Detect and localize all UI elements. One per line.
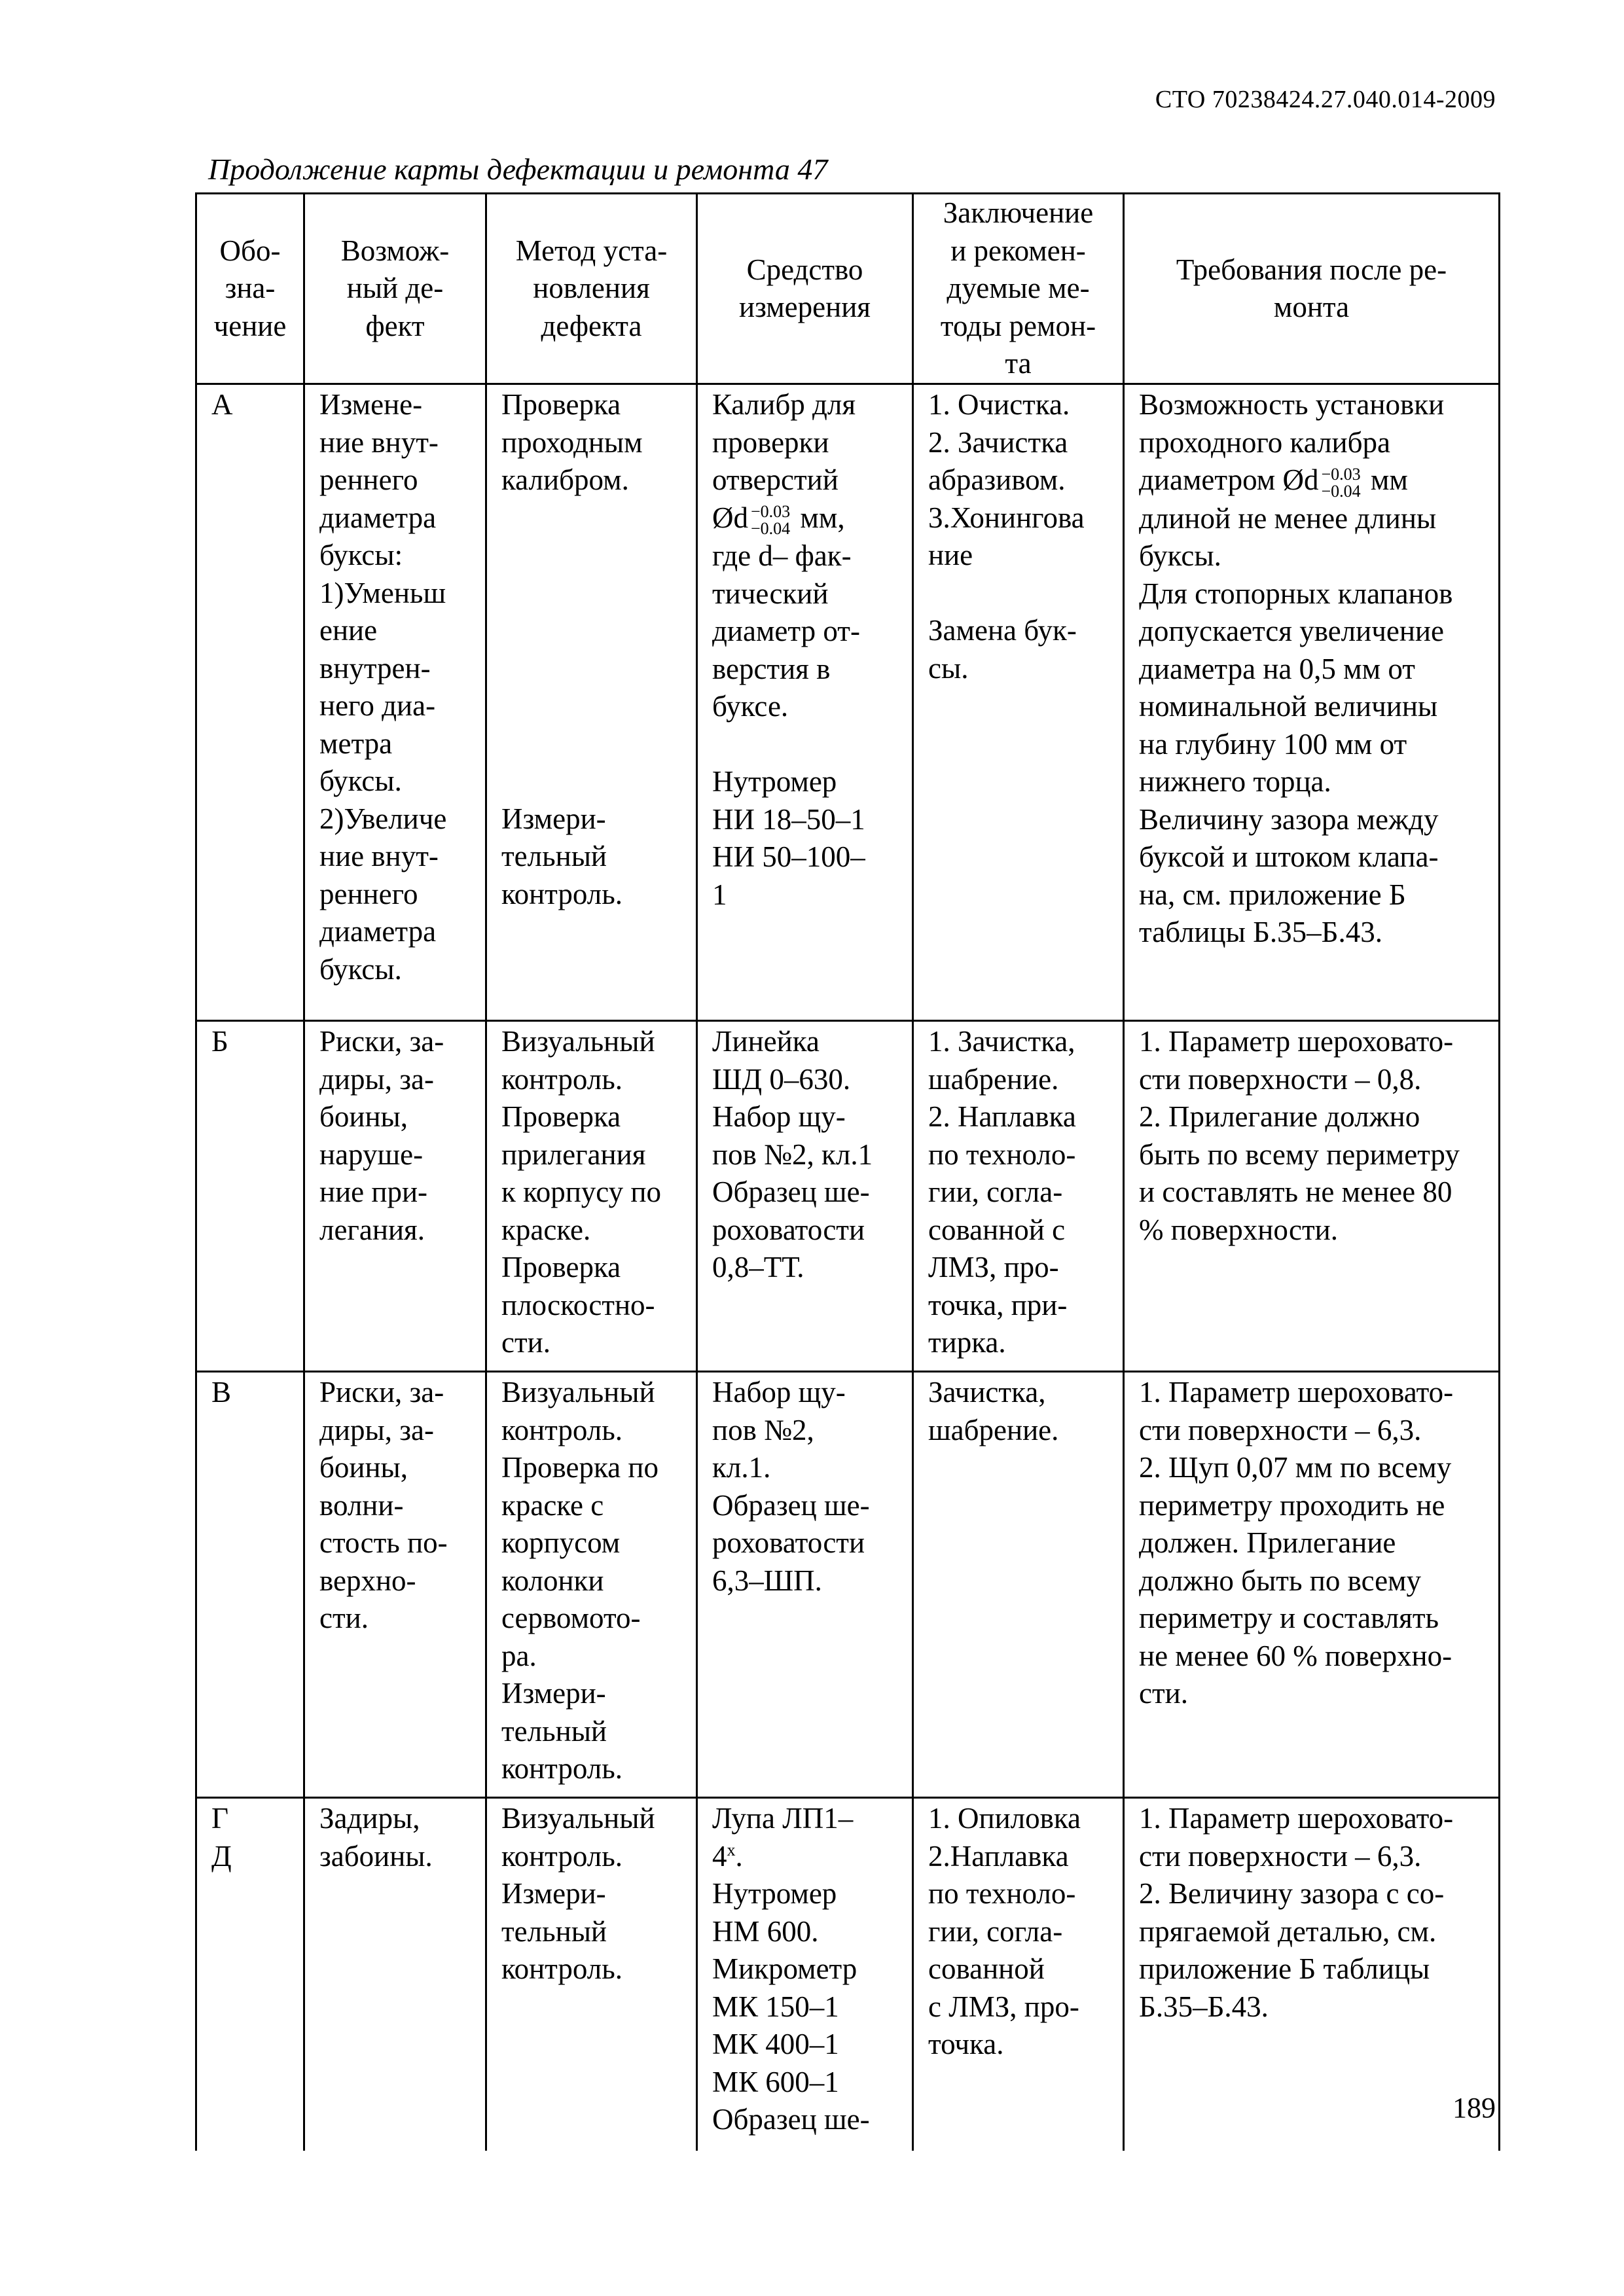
tolerance-fraction: −0.03 −0.04 <box>751 502 791 539</box>
text-line: боины, <box>319 1451 408 1484</box>
text-line: сти. <box>501 1326 550 1359</box>
text-line: должно быть по всему <box>1139 1564 1422 1597</box>
text-line: Риски, за- <box>319 1025 444 1058</box>
text-line: сервомото- <box>501 1602 641 1634</box>
text-line: В <box>211 1376 232 1408</box>
text-line: дефекта <box>541 309 642 342</box>
requirements-text-b <box>1139 500 1487 952</box>
text-line: волни- <box>319 1488 404 1522</box>
text-line: тоды ремон- <box>940 309 1096 342</box>
text-line: Калибр для <box>712 388 856 421</box>
text-line: 1. Параметр шероховато- <box>1139 1025 1454 1058</box>
header-method <box>486 194 697 384</box>
text-line: ние внут- <box>319 840 439 872</box>
text-line: контроль. <box>501 1839 623 1873</box>
text-line: 6,3–ШП. <box>712 1564 822 1597</box>
text-line: допускается увеличение <box>1139 615 1444 648</box>
text-line: длиной не менее длины <box>1139 501 1437 535</box>
text-line: Проверка по <box>501 1451 659 1484</box>
cell-method <box>486 384 697 1021</box>
cell-defect <box>304 1798 486 2151</box>
text-line: новления <box>533 272 650 305</box>
text-line: ние <box>928 539 973 571</box>
text-line: фект <box>365 309 425 342</box>
method-text-b <box>501 800 684 914</box>
method-text-a <box>501 386 684 499</box>
conclusion-text-b <box>928 612 1111 687</box>
means-text-a <box>712 386 900 499</box>
text-line: 0,8–ТТ. <box>712 1251 804 1283</box>
text-line: прягаемой деталью, см. <box>1139 1914 1437 1948</box>
header-requirements <box>1124 194 1500 384</box>
text-line: Для стопорных клапанов <box>1139 577 1453 610</box>
text-line: буксы. <box>319 952 402 986</box>
text-line: Г <box>211 1802 229 1835</box>
text-line: монта <box>1273 291 1350 323</box>
text-line: не менее 60 % поверхно- <box>1139 1639 1453 1672</box>
text-line: Риски, за- <box>319 1376 444 1408</box>
text-line: Визуальный <box>501 1025 655 1058</box>
requirements-text-a <box>1139 386 1487 461</box>
text-line: контроль. <box>501 1062 623 1096</box>
text-line: буксы. <box>319 764 402 797</box>
text-line: боины, <box>319 1100 408 1133</box>
text-line: Линейка <box>712 1025 820 1058</box>
page-number: 189 <box>1453 2092 1496 2124</box>
tolerance-fraction: −0.03 −0.04 <box>1321 464 1361 501</box>
text-line: отверстий <box>712 463 839 496</box>
text-line: диаметр от- <box>712 615 860 648</box>
text-line: 2. Прилегание должно <box>1139 1100 1420 1133</box>
text-line: 1. Параметр шероховато- <box>1139 1376 1454 1408</box>
text-line: сти поверхности – 6,3. <box>1139 1413 1422 1446</box>
text-line: тельный <box>501 1914 607 1948</box>
text-line: ный де- <box>346 272 444 305</box>
text-line: Возмож- <box>340 234 450 267</box>
text-line: 3.Хонингова <box>928 501 1085 534</box>
text-line: контроль. <box>501 1413 623 1446</box>
text-line: дуемые ме- <box>947 272 1090 305</box>
cell-designation <box>196 1372 304 1798</box>
text-line: пов №2, <box>712 1413 814 1446</box>
cell-means <box>697 384 913 1021</box>
text-line: ЛМЗ, про- <box>928 1251 1059 1283</box>
conclusion-text-a <box>928 386 1111 575</box>
text-line: буксы. <box>1139 539 1221 573</box>
text-line: Зачистка, <box>928 1376 1046 1408</box>
cell-designation <box>196 1021 304 1372</box>
text-line: чение <box>213 309 287 342</box>
cell-defect <box>304 1372 486 1798</box>
text-line: метра <box>319 726 393 760</box>
text-line: сованной с <box>928 1213 1066 1246</box>
text-line: А <box>211 388 233 421</box>
text-line: Визуальный <box>501 1376 655 1408</box>
requirements-formula: диаметром Ød −0.03 −0.04 мм <box>1139 463 1408 501</box>
defect-repair-table <box>195 192 1500 2151</box>
text-line: Проверка <box>501 1100 621 1133</box>
text-line: зна- <box>225 272 276 305</box>
text-line: Д <box>211 1839 232 1873</box>
text-line: забоины. <box>319 1839 433 1873</box>
text-line: него диа- <box>319 689 436 722</box>
text-line: ение <box>319 614 378 647</box>
text-line: сти поверхности – 0,8. <box>1139 1062 1422 1096</box>
cell-conclusion <box>913 1372 1124 1798</box>
text-line: реннего <box>319 463 418 496</box>
text-line: Визуальный <box>501 1802 655 1835</box>
text-line: Образец ше- <box>712 1488 870 1522</box>
text-line: измерения <box>738 291 871 323</box>
text-line: Величину зазора между <box>1139 802 1439 836</box>
text-line: тирка. <box>928 1326 1006 1359</box>
text-line: легания. <box>319 1213 425 1246</box>
text-line: реннего <box>319 877 418 910</box>
cell-defect <box>304 384 486 1021</box>
text-line: с ЛМЗ, про- <box>928 1990 1079 2023</box>
text-line: диаметра на 0,5 мм от <box>1139 652 1415 685</box>
text-line: буксой и штоком клапа- <box>1139 840 1439 874</box>
text-line: Возможность установки <box>1139 388 1445 421</box>
text-line: абразивом. <box>928 463 1066 496</box>
table-row <box>196 1021 1500 1372</box>
text-line: кл.1. <box>712 1451 771 1484</box>
text-line: 2. Щуп 0,07 мм по всему <box>1139 1451 1452 1484</box>
text-line: точка, при- <box>928 1288 1068 1321</box>
text-line: калибром. <box>501 463 629 496</box>
means-text-b <box>712 537 900 726</box>
cell-method <box>486 1021 697 1372</box>
text-line: тельный <box>501 1714 607 1748</box>
text-line: пов №2, кл.1 <box>712 1138 873 1171</box>
means-first-line: Лупа ЛП1– <box>712 1802 854 1835</box>
text-line: верхно- <box>319 1564 416 1597</box>
text-line: ра. <box>501 1639 537 1672</box>
text-line: контроль. <box>501 1952 623 1985</box>
header-defect <box>304 194 486 384</box>
text-line: буксе. <box>712 690 789 723</box>
text-line: диаметра <box>319 501 437 534</box>
text-line: 2. Величину зазора с со- <box>1139 1877 1445 1910</box>
cell-defect <box>304 1021 486 1372</box>
text-line: 2. Наплавка <box>928 1100 1076 1133</box>
text-line: гии, согла- <box>928 1914 1063 1948</box>
cell-conclusion <box>913 1021 1124 1372</box>
text-line: краске. <box>501 1213 591 1246</box>
text-line: сы. <box>928 651 969 685</box>
table-header-row <box>196 194 1500 384</box>
cell-method <box>486 1798 697 2151</box>
text-line: и составлять не менее 80 <box>1139 1175 1453 1208</box>
header-designation <box>196 194 304 384</box>
text-line: тический <box>712 577 829 610</box>
text-line: Проверка <box>501 388 621 421</box>
text-line: точка. <box>928 2028 1004 2060</box>
text-line: Б <box>211 1025 228 1058</box>
text-line: проходным <box>501 425 643 459</box>
text-line: шабрение. <box>928 1413 1059 1446</box>
text-line: стость по- <box>319 1526 448 1559</box>
text-line: Набор щу- <box>712 1100 846 1133</box>
text-line: приложение Б таблицы <box>1139 1952 1430 1985</box>
cell-requirements <box>1124 1798 1500 2151</box>
text-line: 2.Наплавка <box>928 1839 1069 1873</box>
text-line: МК 400–1 <box>712 2028 839 2060</box>
text-line: НИ 50–100– <box>712 840 865 874</box>
text-line: периметру и составлять <box>1139 1602 1439 1634</box>
text-line: Нутромер <box>712 765 837 798</box>
text-line: Задиры, <box>319 1802 420 1835</box>
text-line: 1 <box>712 878 727 911</box>
text-line: Нутромер <box>712 1877 837 1910</box>
text-line: ние при- <box>319 1175 428 1208</box>
text-line: верстия в <box>712 652 831 685</box>
text-line: и рекомен- <box>950 234 1086 267</box>
cell-requirements <box>1124 384 1500 1021</box>
text-line: должен. Прилегание <box>1139 1526 1396 1559</box>
text-line: по техноло- <box>928 1138 1076 1171</box>
text-line: Измене- <box>319 388 423 421</box>
text-line: по техноло- <box>928 1877 1076 1910</box>
cell-method <box>486 1372 697 1798</box>
text-line: Измери- <box>501 1877 606 1910</box>
cell-conclusion <box>913 1798 1124 2151</box>
text-line: проверки <box>712 425 829 459</box>
text-line: % поверхности. <box>1139 1213 1338 1246</box>
text-line: гии, согла- <box>928 1175 1063 1208</box>
table-caption: Продолжение карты дефектации и ремонта 47 <box>208 152 828 186</box>
cell-means <box>697 1798 913 2151</box>
means-formula: Ød −0.03 −0.04 мм, <box>712 501 845 539</box>
text-line: диры, за- <box>319 1413 434 1446</box>
text-line: Заключение <box>943 196 1094 230</box>
means-text <box>712 1875 900 2139</box>
cell-means <box>697 1021 913 1372</box>
text-line: МК 150–1 <box>712 1990 839 2023</box>
text-line: тельный <box>501 840 607 872</box>
text-line: сти. <box>1139 1677 1188 1710</box>
cell-designation <box>196 384 304 1021</box>
text-line: контроль. <box>501 877 623 910</box>
text-line: краске с <box>501 1488 604 1522</box>
text-line: быть по всему периметру <box>1139 1138 1460 1171</box>
text-line: Набор щу- <box>712 1376 846 1408</box>
table-row <box>196 1372 1500 1798</box>
means-second-line: $4^х$. <box>712 1839 743 1873</box>
text-line: 1)Уменьш <box>319 576 446 609</box>
text-line: сти. <box>319 1602 369 1634</box>
text-line: к корпусу по <box>501 1175 661 1208</box>
cell-designation <box>196 1798 304 2151</box>
text-line: 2. Зачистка <box>928 425 1068 459</box>
text-line: НМ 600. <box>712 1914 819 1948</box>
text-line: 1. Опиловка <box>928 1802 1081 1835</box>
table-row <box>196 384 1500 1021</box>
text-line: роховатости <box>712 1526 865 1559</box>
text-line: диаметра <box>319 915 437 948</box>
header-means <box>697 194 913 384</box>
text-line: где d– фак- <box>712 539 852 573</box>
text-line: Средство <box>746 253 863 286</box>
table-row <box>196 1798 1500 2151</box>
text-line: Замена бук- <box>928 614 1077 647</box>
text-line: 1. Очистка. <box>928 388 1070 421</box>
text-line: на, см. приложение Б <box>1139 878 1406 911</box>
text-line: внутрен- <box>319 651 431 685</box>
text-line: сованной <box>928 1952 1045 1985</box>
text-line: Метод уста- <box>515 234 668 267</box>
text-line: Б.35–Б.43. <box>1139 1990 1269 2023</box>
text-line: на глубину 100 мм от <box>1139 727 1407 761</box>
text-line: диры, за- <box>319 1062 434 1096</box>
text-line: 1. Параметр шероховато- <box>1139 1802 1454 1835</box>
text-line: Проверка <box>501 1251 621 1283</box>
text-line: буксы: <box>319 539 403 571</box>
text-line: прилегания <box>501 1138 646 1171</box>
text-line: 2)Увеличе <box>319 802 447 835</box>
text-line: шабрение. <box>928 1062 1059 1096</box>
text-line: та <box>1005 347 1032 380</box>
text-line: нижнего торца. <box>1139 765 1331 798</box>
text-line: МК 600–1 <box>712 2065 839 2098</box>
text-line: номинальной величины <box>1139 690 1438 723</box>
text-line: Требования после ре- <box>1176 253 1447 286</box>
text-line: контроль. <box>501 1752 623 1785</box>
text-line: корпусом <box>501 1526 621 1559</box>
text-line: Измери- <box>501 1677 606 1710</box>
text-line: Микрометр <box>712 1952 857 1985</box>
text-line: колонки <box>501 1564 604 1597</box>
cell-conclusion <box>913 384 1124 1021</box>
text-line: Обо- <box>219 234 281 267</box>
text-line: ШД 0–630. <box>712 1062 851 1096</box>
means-text-c <box>712 763 900 914</box>
text-line: Образец ше- <box>712 1175 870 1208</box>
text-line: таблицы Б.35–Б.43. <box>1139 916 1382 949</box>
text-line: роховатости <box>712 1213 865 1246</box>
cell-requirements <box>1124 1021 1500 1372</box>
text-line: наруше- <box>319 1138 424 1171</box>
header-conclusion <box>913 194 1124 384</box>
text-line: Образец ше- <box>712 2103 870 2136</box>
document-code: СТО 70238424.27.040.014-2009 <box>1155 86 1496 113</box>
cell-requirements <box>1124 1372 1500 1798</box>
text-line: ние внут- <box>319 425 439 459</box>
text-line: 1. Зачистка, <box>928 1025 1075 1058</box>
text-line: НИ 18–50–1 <box>712 802 865 836</box>
text-line: сти поверхности – 6,3. <box>1139 1839 1422 1873</box>
cell-means <box>697 1372 913 1798</box>
text-line: проходного калибра <box>1139 425 1390 459</box>
text-line: периметру проходить не <box>1139 1488 1445 1522</box>
text-line: Измери- <box>501 802 606 835</box>
text-line: плоскостно- <box>501 1288 655 1321</box>
